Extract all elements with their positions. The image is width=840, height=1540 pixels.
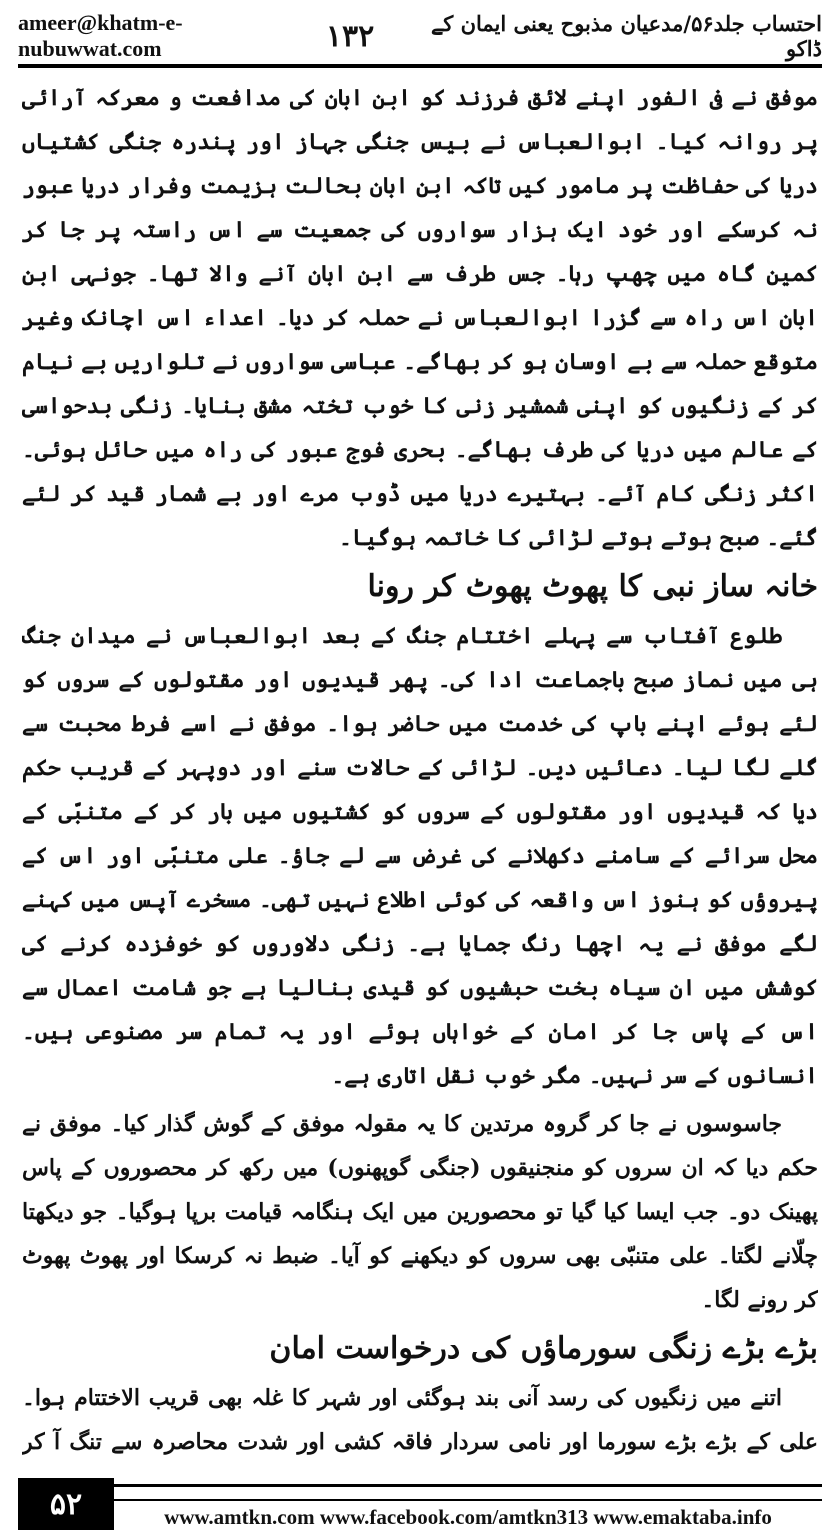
page-header [18, 10, 822, 61]
paragraph-2: طلوع آفتاب سے پہلے اختتام جنگ کے بعد ابوالعباس نے میدان جنگ ہی میں نماز صبح باجماعت ادا کی۔ پھر قیدیوں اور مقتولوں کے سروں کو لئے ہوئے اپنے باپ کی خدمت میں حاضر ہوا۔ موفق نے اسے فرط محبت سے گلے لگا لیا۔ دعائیں دیں۔ لڑائی کے حالات سنے اور دوپہر کے قریب حکم دیا کہ قیدیوں اور مقتولوں کے سروں کو کشتیوں میں بار کر کے متنبّی کے محل سرائے کے سامنے دکھلانے کی غرض سے لے جاؤ۔ علی متنبّی اور اس کے پیروؤں کو ہنوز اس واقعہ کی کوئی اطلاع نہیں تھی۔ مسخرے آپس میں کہنے لگے موفق نے یہ اچھا رنگ جمایا ہے۔ زنگی دلاوروں کو خوفزدہ کرنے کی کوشش میں ان سیاہ بخت حبشیوں کو قیدی بنالیا ہے جو شامت اعمال سے اس کے پاس جا کر امان کے خواہاں ہوئے اور یہ تمام سر مصنوعی ہیں۔ انسانوں کے سر نہیں۔ مگر خوب نقل اتاری ہے۔ [22, 623, 818, 1089]
header-page-number: ۱۳۲ [325, 18, 375, 54]
footer-rule [114, 1484, 822, 1501]
footer-page-number: ۵۲ [18, 1478, 114, 1530]
page-body [22, 76, 818, 1468]
page-footer [18, 1478, 822, 1530]
section-heading-2: بڑے بڑے زنگی سورماؤں کی درخواست امان [269, 1331, 818, 1366]
paragraph-3: جاسوسوں نے جا کر گروہ مرتدین کا یہ مقولہ موفق کے گوش گذار کیا۔ موفق نے حکم دیا کہ ان سروں کو منجنیقوں (جنگی گوپھنوں) میں رکھ کر محصوروں کے پاس پھینک دو۔ جب ایسا کیا گیا تو محصورین میں ایک ہنگامہ قیامت برپا ہوگیا۔ جو دیکھتا چلّانے لگتا۔ علی متنبّی بھی سروں کو دیکھنے کو آیا۔ ضبط نہ کرسکا اور پھوٹ پھوٹ کر رونے لگا۔ [22, 1111, 818, 1313]
header-rule [18, 64, 822, 68]
paragraph-1: موفق نے فی الفور اپنے لائق فرزند کو ابن ابان کی مدافعت و معرکہ آرائی پر روانہ کیا۔ ابوالعباس نے بیس جنگی جہاز اور پندرہ جنگی کشتیاں دریا کی حفاظت پر مامور کیں تاکہ ابن ابان بحالت ہزیمت وفرار دریا عبور نہ کرسکے اور خود ایک ہزار سواروں کی جمعیت سے اس راستہ پر جا کر کمین گاہ میں چھپ رہا۔ جس طرف سے ابن ابان آنے والا تھا۔ جونہی ابن ابان اس راہ سے گزرا ابوالعباس نے حملہ کر دیا۔ اعداء اس اچانک وغیر متوقع حملہ سے بے اوسان ہو کر بھاگے۔ عباسی سواروں نے تلواریں بے نیام کر کے زنگیوں کو اپنی شمشیر زنی کا خوب تختہ مشق بنایا۔ زنگی بدحواسی کے عالم میں دریا کی طرف بھاگے۔ بحری فوج عبور کی راہ میں حائل ہوئی۔ اکثر زنگی کام آئے۔ بہتیرے دریا میں ڈوب مرے اور بے شمار قید کر لئے گئے۔ صبح ہوتے ہوتے لڑائی کا خاتمہ ہوگیا۔ [22, 85, 818, 551]
footer-urls[interactable]: www.amtkn.com www.facebook.com/amtkn313 www.emaktaba.info [164, 1505, 772, 1529]
section-heading-1: خانہ ساز نبی کا پھوٹ پھوٹ کر رونا [367, 569, 818, 604]
footer-right [114, 1484, 822, 1530]
header-title-group [326, 11, 822, 61]
header-email[interactable]: ameer@khatm-e-nubuwwat.com [18, 10, 183, 61]
header-book-title: احتساب جلد۵۶/مدعیان مذبوح یعنی ایمان کے ڈاکو [430, 11, 822, 61]
paragraph-4: اتنے میں زنگیوں کی رسد آنی بند ہوگئی اور شہر کا غلہ بھی قریب الاختتام ہوا۔ علی کے بڑے بڑے سورما اور نامی سردار فاقہ کشی اور شدت محاصرہ سے تنگ آ کر [22, 1385, 818, 1455]
